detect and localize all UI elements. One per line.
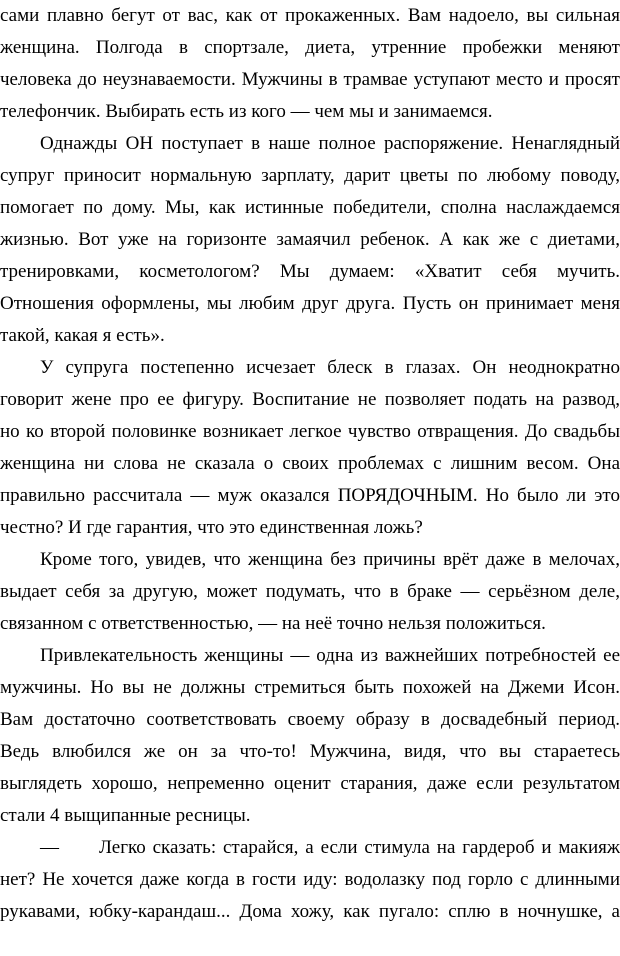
paragraph-first-line: У супруга постепенно исчезает блеск в глазах. Он неоднократно bbox=[40, 357, 620, 378]
text-line: говорит жене про ее фигуру. Воспитание не позволяет подать на развод, bbox=[0, 389, 620, 410]
text-line: Вам достаточно соответствовать своему образу в досвадебный период. bbox=[0, 709, 620, 730]
paragraph-first-line: Однажды ОН поступает в наше полное распоряжение. Ненаглядный bbox=[40, 133, 620, 154]
text-line: но ко второй половинке возникает легкое чувство отвращения. До свадьбы bbox=[0, 421, 620, 442]
dialogue-text: Легко сказать: старайся, а если стимула на гардероб и макияж bbox=[99, 837, 620, 858]
text-line: женщина ни слова не сказала о своих проблемах с лишним весом. Она bbox=[0, 453, 620, 474]
text-line: Отношения оформлены, мы любим друг друга. Пусть он принимает меня bbox=[0, 293, 620, 314]
text-line: Ведь влюбился же он за что-то! Мужчина, видя, что вы стараетесь bbox=[0, 741, 620, 762]
text-line: правильно рассчитала — муж оказался ПОРЯДОЧНЫМ. Но было ли это bbox=[0, 485, 620, 506]
paragraph-first-line: Привлекательность женщины — одна из важнейших потребностей ее bbox=[40, 645, 620, 666]
text-line: человека до неузнаваемости. Мужчины в трамвае уступают место и просят bbox=[0, 69, 620, 90]
text-line: выглядеть хорошо, непременно оценит старания, даже если результатом bbox=[0, 773, 620, 794]
paragraph-first-line: Кроме того, увидев, что женщина без причины врёт даже в мелочах, bbox=[40, 549, 620, 570]
dialogue-dash: — bbox=[40, 837, 59, 858]
text-line: женщина. Полгода в спортзале, диета, утренние пробежки меняют bbox=[0, 37, 620, 58]
text-line: супруг приносит нормальную зарплату, дарит цветы по любому поводу, bbox=[0, 165, 620, 186]
text-line: рукавами, юбку-карандаш... Дома хожу, как пугало: сплю в ночнушке, а bbox=[0, 901, 620, 922]
text-line: выдает себя за другую, может подумать, что в браке — серьёзном деле, bbox=[0, 581, 620, 602]
text-line: такой, какая я есть». bbox=[0, 325, 165, 346]
text-line: стали 4 выщипанные ресницы. bbox=[0, 805, 251, 826]
dialogue-line bbox=[0, 832, 620, 864]
text-line: тренировками, косметологом? Мы думаем: «Хватит себя мучить. bbox=[0, 261, 620, 282]
text-line: жизнью. Вот уже на горизонте замаячил ребенок. А как же с диетами, bbox=[0, 229, 620, 250]
text-line: честно? И где гарантия, что это единственная ложь? bbox=[0, 517, 423, 538]
text-line: сами плавно бегут от вас, как от прокаженных. Вам надоело, вы сильная bbox=[0, 5, 620, 26]
text-line: телефончик. Выбирать есть из кого — чем мы и занимаемся. bbox=[0, 101, 493, 122]
text-line: нет? Не хочется даже когда в гости иду: водолазку под горло с длинными bbox=[0, 869, 620, 890]
text-line: связанном с ответственностью, — на неё точно нельзя положиться. bbox=[0, 613, 546, 634]
text-line: мужчины. Но вы не должны стремиться быть похожей на Джеми Исон. bbox=[0, 677, 620, 698]
text-line: помогает по дому. Мы, как истинные победители, сполна наслаждаемся bbox=[0, 197, 620, 218]
